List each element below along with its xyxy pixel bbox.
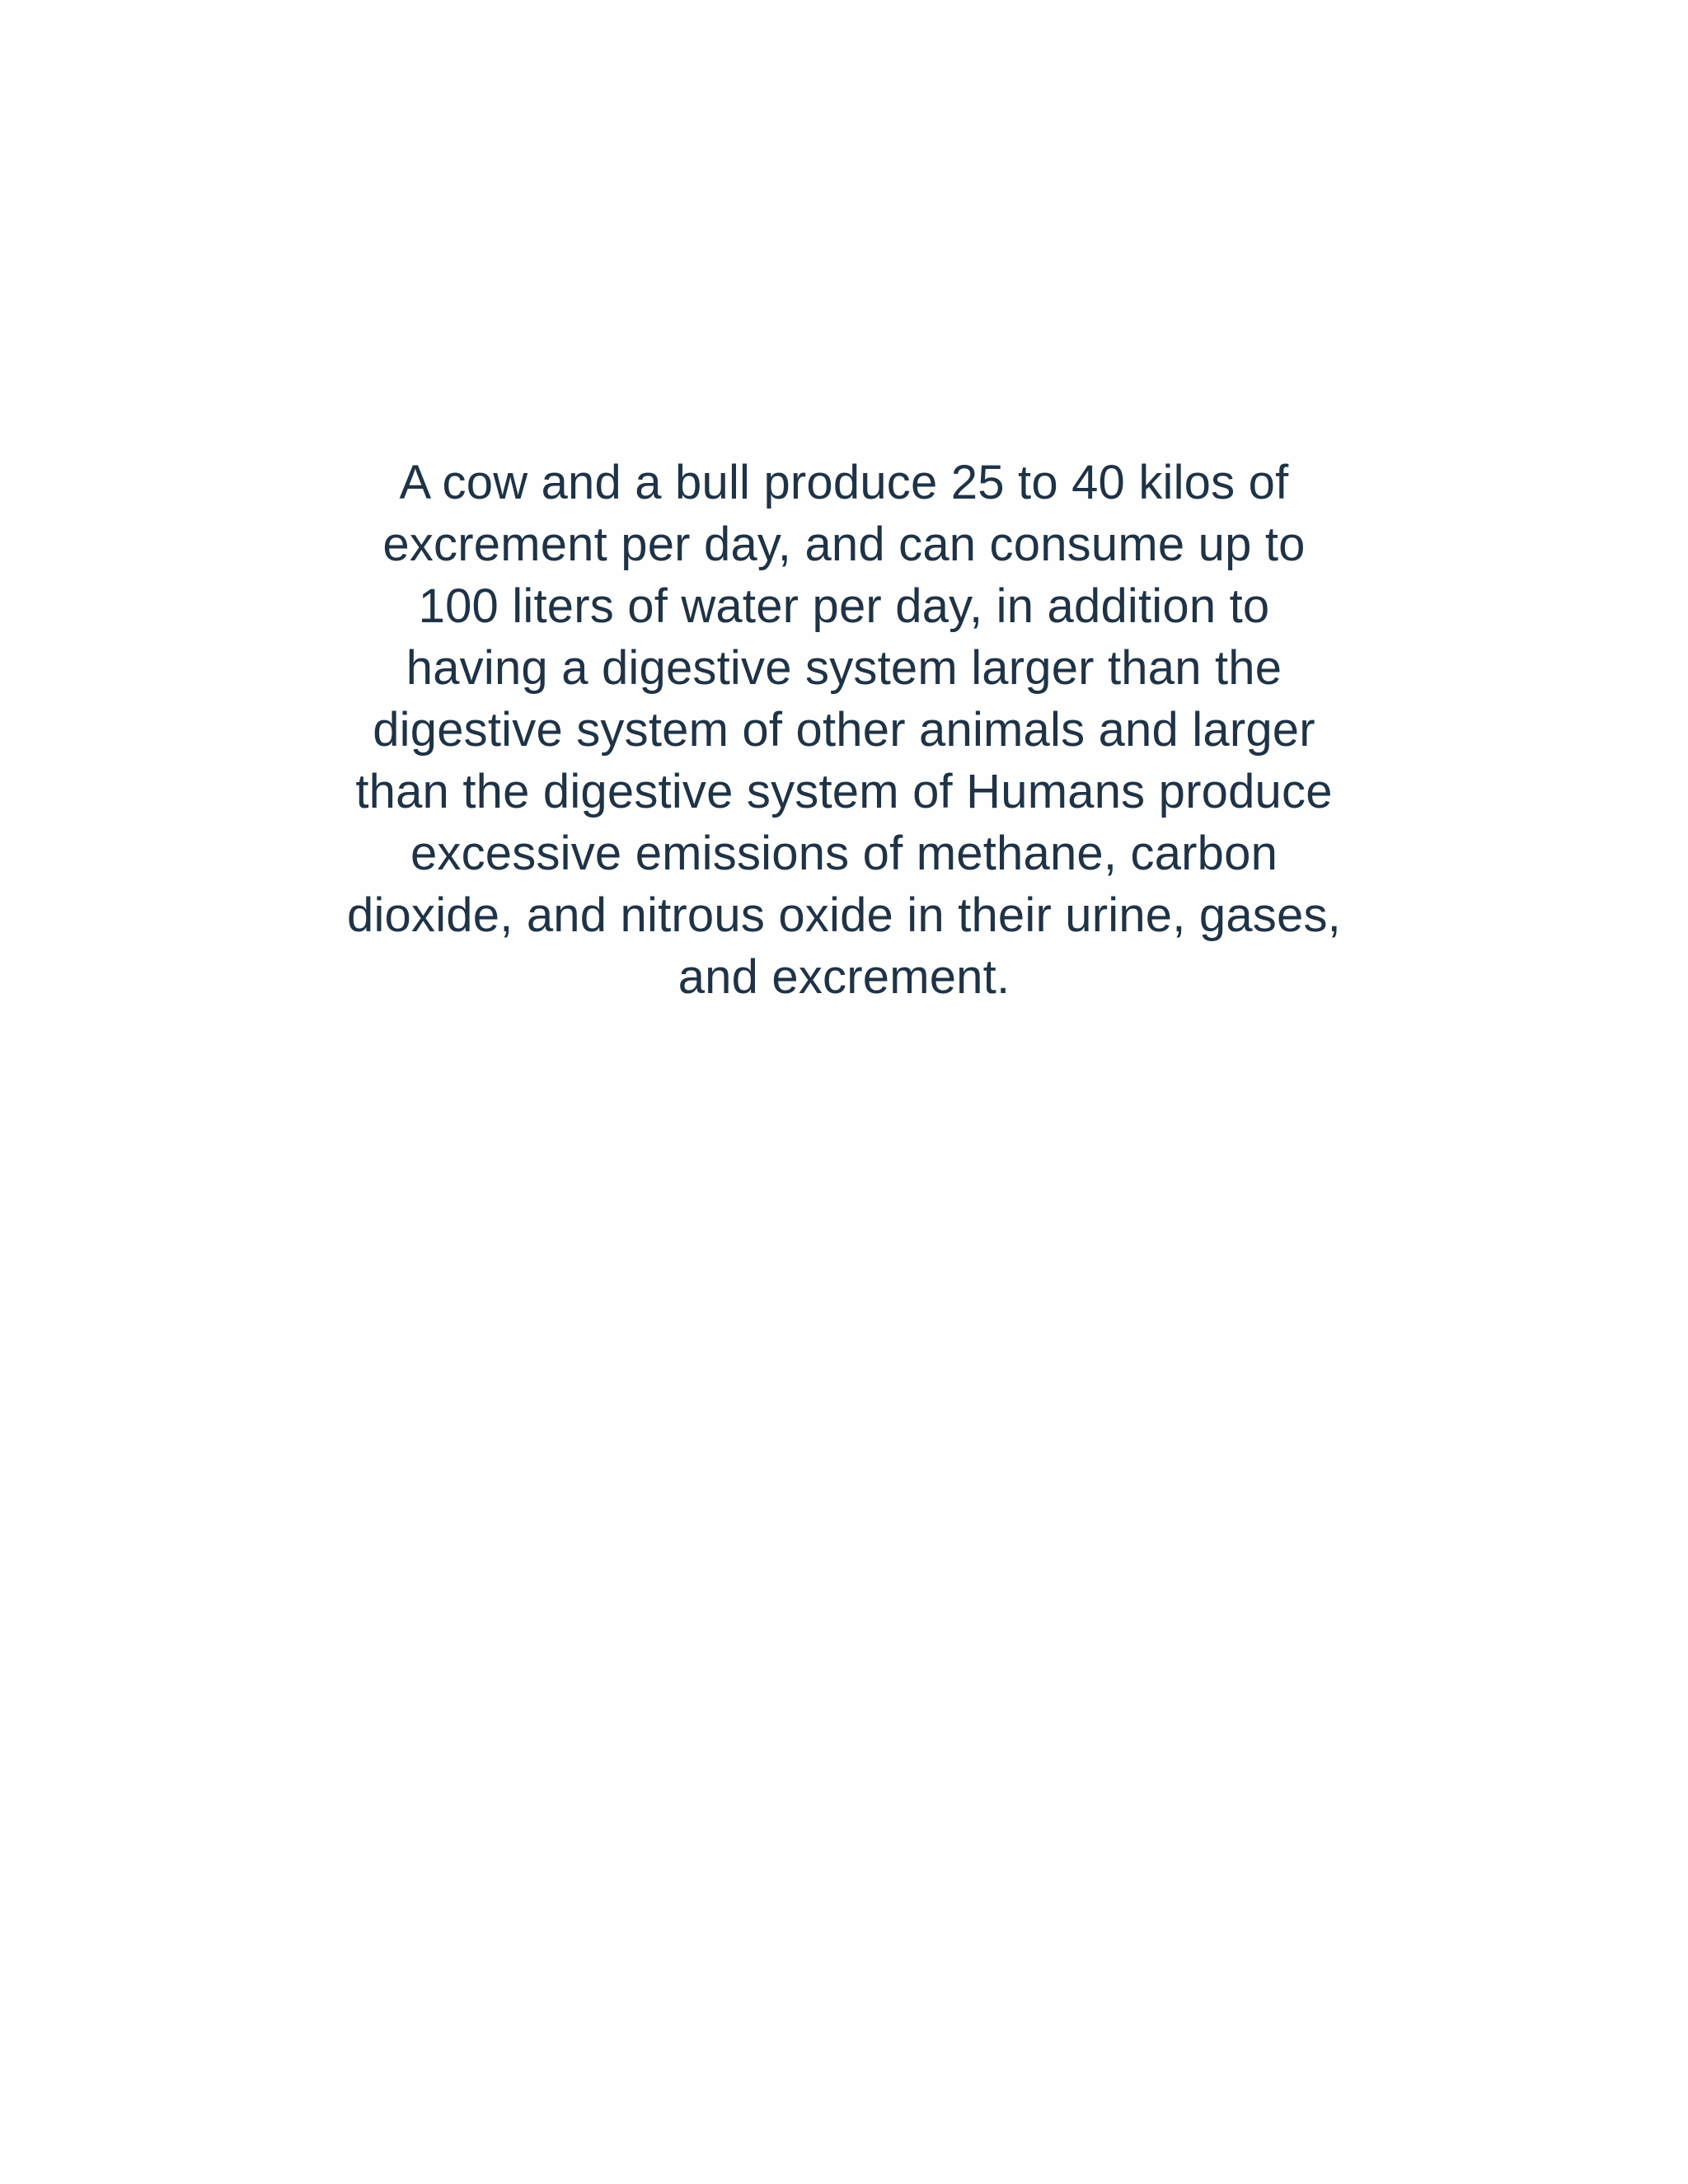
paragraph-line: than the digestive system of Humans produce: [355, 765, 1333, 818]
paragraph-line: A cow and a bull produce 25 to 40 kilos of: [399, 456, 1289, 509]
paragraph-line: digestive system of other animals and larger: [373, 703, 1315, 757]
paragraph-line: excessive emissions of methane, carbon: [410, 827, 1278, 880]
centered-paragraph: [247, 452, 1441, 1008]
paragraph-line: having a digestive system larger than the: [406, 641, 1282, 695]
paragraph-line: 100 liters of water per day, in addition to: [418, 579, 1270, 633]
paragraph-line: excrement per day, and can consume up to: [382, 518, 1306, 571]
paragraph-line: and excrement.: [678, 950, 1010, 1004]
paragraph-line: dioxide, and nitrous oxide in their urine, gases,: [347, 888, 1341, 942]
